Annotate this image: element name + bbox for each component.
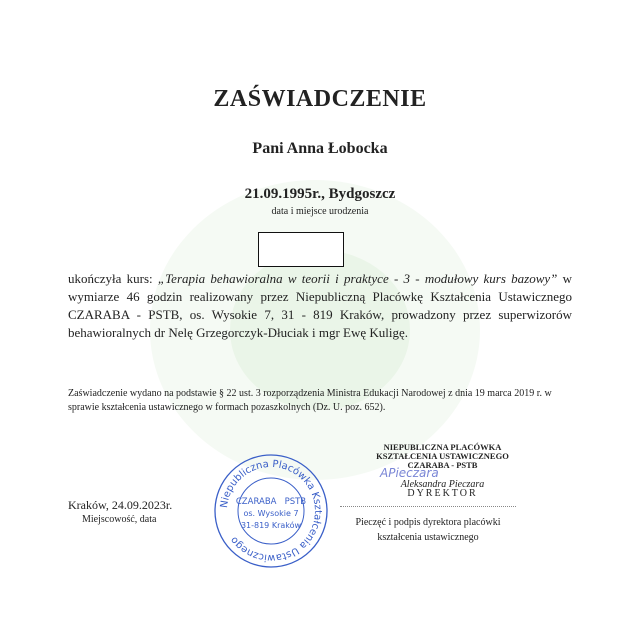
place-date: Kraków, 24.09.2023r. (68, 498, 173, 512)
recipient-name: Pani Anna Łobocka (252, 140, 388, 157)
place-date-label: Miejscowość, data (82, 514, 157, 525)
course-details: w wymiarze 46 godzin realizowany przez Niepubliczną Placówkę Kształcenia Ustawicznego CZARABA - PSTB, os. Wysokie 7, 31 - 819 Kraków, prowadzony przez superwizorów behawioralnych dr Nelę Grzegorczyk-Dłuciak i mgr Ewę Kuligę. (68, 271, 573, 340)
caption-line: kształcenia ustawicznego (377, 532, 479, 543)
stamp-ring-text: Niepubliczna Placówka Kształcenia Ustawicznego (219, 458, 324, 564)
stamp-line: CZARABA - PSTB (407, 460, 478, 470)
signature-caption (340, 515, 516, 545)
birth-date-place: 21.09.1995r., Bydgoszcz (244, 186, 396, 202)
redacted-box (258, 232, 344, 267)
legal-basis: Zaświadczenie wydano na podstawie § 22 ust. 3 rozporządzenia Ministra Edukacji Narodowej z dnia 19 marca 2019 r. w sprawie kształcenia ustawicznego w formach pozaszkolnych (Dz. U. poz. 652). (68, 388, 552, 413)
director-name: Aleksandra Pieczara (400, 479, 485, 490)
stamp-center-line: os. Wysokie 7 (243, 509, 299, 518)
birth-date-label: data i miejsce urodzenia (271, 206, 369, 217)
stamp-center-line: 31-819 Kraków (240, 521, 302, 530)
certificate-title: ZAŚWIADCZENIE (213, 86, 427, 112)
handwritten-signature: APieczara (380, 466, 439, 480)
stamp-line: KSZTAŁCENIA USTAWICZNEGO (376, 451, 509, 461)
stamp-center-line: CZARABA PSTB (235, 497, 307, 507)
stamp-line: NIEPUBLICZNA PLACÓWKA (383, 442, 502, 452)
course-title: „Terapia behawioralna w teorii i praktyce - 3 - modułowy kurs bazowy” (157, 271, 558, 286)
course-prefix: ukończyła kurs: (68, 271, 158, 286)
caption-line: Pieczęć i podpis dyrektora placówki (355, 517, 501, 528)
round-stamp (212, 452, 330, 570)
course-paragraph (68, 270, 572, 342)
signature-line (340, 506, 516, 507)
director-title: DYREKTOR (407, 488, 478, 499)
